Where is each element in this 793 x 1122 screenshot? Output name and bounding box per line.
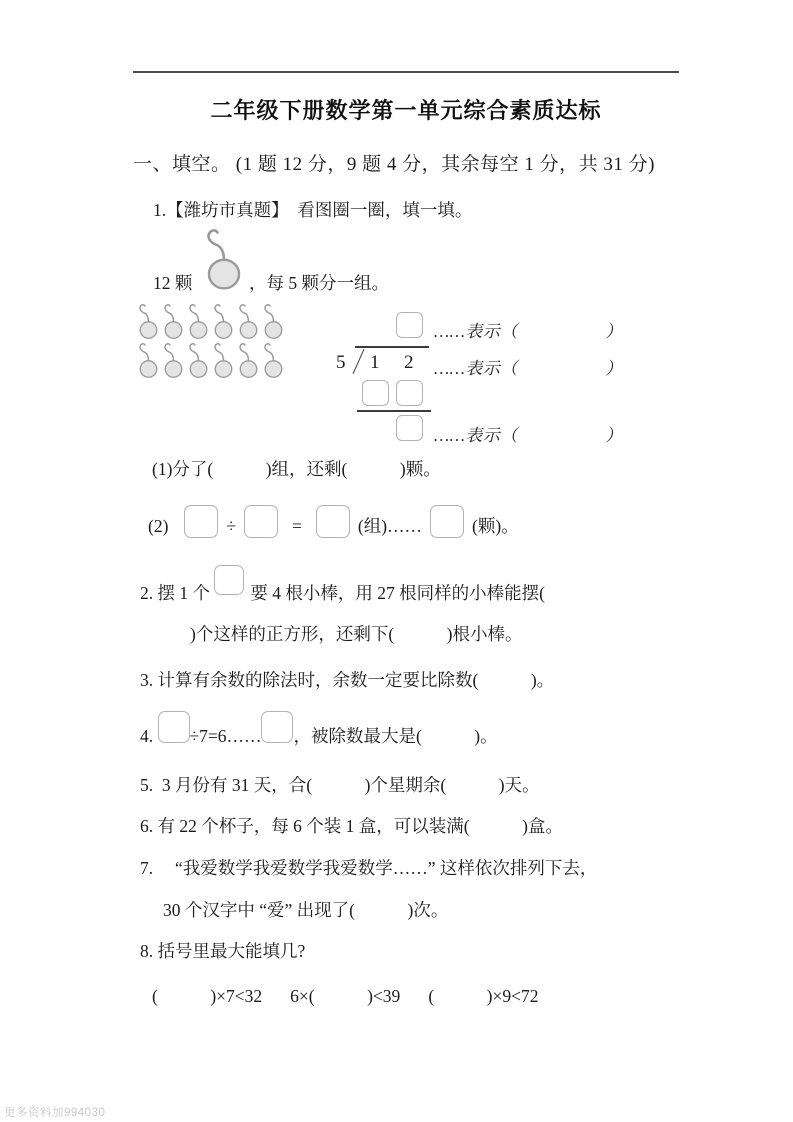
q1-group-text: ，每 5 颗分一组。	[249, 273, 389, 293]
remainder-box	[396, 415, 423, 441]
cherry-icon	[237, 341, 260, 379]
cherry-icon	[212, 302, 235, 340]
cherry-icon	[203, 227, 245, 290]
q1-part1: (1)分了( )组，还剩( )颗。	[152, 459, 441, 479]
blank-box	[244, 505, 278, 538]
question-3: 3. 计算有余数的除法时，余数一定要比除数( )。	[140, 670, 555, 690]
question-4	[140, 706, 498, 748]
q1-part2-group-label: (组)……	[357, 516, 423, 536]
question-8-items	[152, 984, 538, 1008]
q2-text-after: 要 4 根小棒，用 27 根同样的小棒能摆(	[246, 583, 545, 603]
watermark: 更多资料加994030	[4, 1107, 106, 1119]
blank-box	[316, 505, 350, 538]
cherry-grid	[137, 302, 287, 380]
question-5: 5. 3 月份有 31 天，合( )个星期余( )天。	[140, 775, 540, 795]
question-2-line-2: )个这样的正方形，还剩下( )根小棒。	[190, 624, 523, 644]
cherry-icon	[212, 341, 235, 379]
equals-sign: =	[292, 516, 302, 536]
remainder-note: ……表示（ ）	[434, 426, 623, 445]
q2-text-before: 2. 摆 1 个	[140, 583, 210, 603]
division-bar	[357, 410, 431, 412]
divide-sign: ÷	[226, 516, 237, 536]
q1-part2-remain-label: (颗)。	[472, 516, 519, 536]
blank-box	[184, 505, 218, 538]
cherry-icon	[262, 341, 285, 379]
q8-item: 6×( )<39	[290, 986, 401, 1006]
question-1-label: 1.【潍坊市真题】 看图圈一圈，填一填。	[153, 200, 473, 220]
question-6: 6. 有 22 个杯子，每 6 个装 1 盒，可以装满( )盒。	[140, 816, 563, 836]
cherry-icon	[237, 302, 260, 340]
question-8-label: 8. 括号里最大能填几?	[140, 941, 306, 961]
q8-item: ( )×7<32	[152, 986, 263, 1006]
long-division-diagram	[330, 305, 630, 455]
dividend-digit: 2	[404, 352, 414, 373]
q4-number: 4.	[140, 726, 158, 746]
cherry-icon	[262, 302, 285, 340]
division-slash	[353, 349, 365, 374]
q4-equation: ÷7=6……	[189, 726, 262, 746]
product-box	[362, 380, 389, 406]
quotient-note: ……表示（ ）	[434, 322, 623, 341]
q1-part2	[148, 498, 519, 538]
q4-suffix: ，被除数最大是( )。	[293, 726, 498, 746]
q1-count-text: 12 颗	[153, 273, 193, 293]
cherry-icon	[187, 341, 210, 379]
section-heading: 一、填空。 (1 题 12 分，9 题 4 分，其余每空 1 分，共 31 分)	[133, 154, 655, 175]
dividend-note: ……表示（ ）	[434, 359, 623, 378]
q8-item: ( )×9<72	[428, 986, 539, 1006]
cherry-icon	[187, 302, 210, 340]
blank-box	[158, 711, 190, 743]
question-2-line-1	[140, 565, 545, 605]
q1-part2-prefix: (2)	[148, 516, 169, 536]
blank-box	[261, 711, 293, 743]
question-7-line-2: 30 个汉字中 “爱” 出现了( )次。	[163, 900, 449, 920]
quotient-box	[396, 312, 423, 338]
blank-box	[430, 505, 464, 538]
cherry-icon	[162, 302, 185, 340]
divisor: 5	[336, 352, 346, 373]
square-shape-box	[214, 565, 244, 595]
dividend-digit: 1	[370, 352, 380, 373]
product-box	[396, 380, 423, 406]
cherry-icon	[162, 341, 185, 379]
cherry-icon	[137, 341, 160, 379]
cherry-icon	[137, 302, 160, 340]
division-bar	[355, 346, 429, 348]
page-title: 二年级下册数学第一单元综合素质达标	[210, 98, 602, 123]
header-rule	[133, 71, 679, 73]
question-7-line-1: 7. “我爱数学我爱数学我爱数学……” 这样依次排列下去，	[140, 858, 598, 878]
